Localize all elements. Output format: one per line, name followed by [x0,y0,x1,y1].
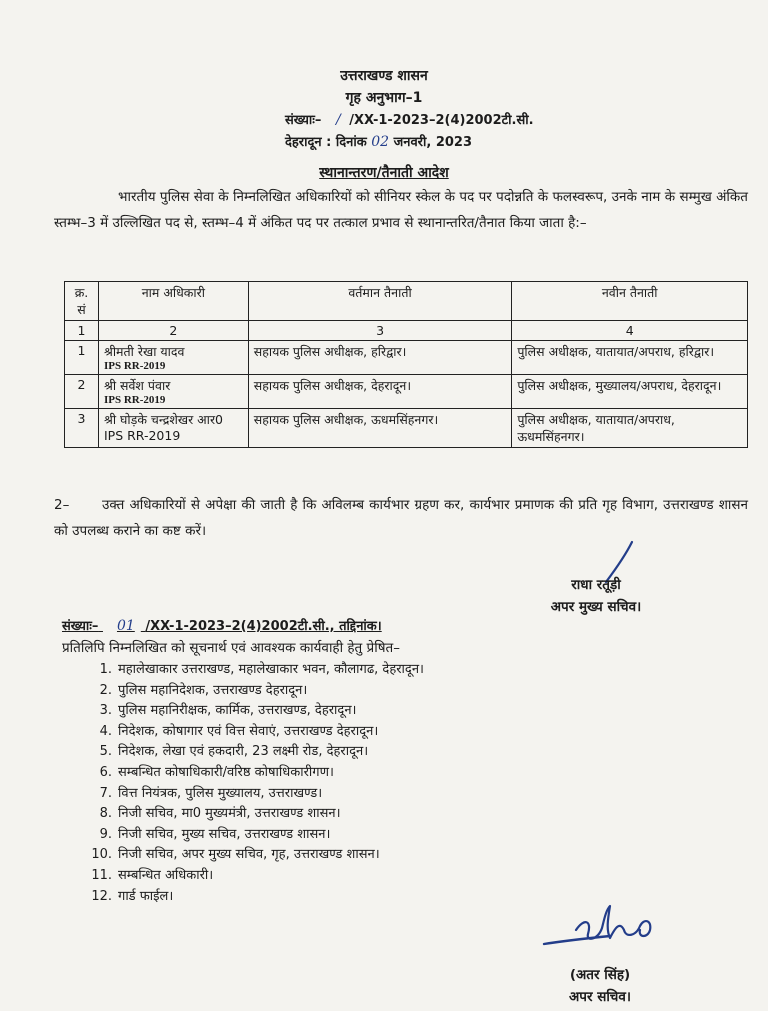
row-sn: 2 [65,375,99,409]
officer-name-cell [98,341,248,375]
intro-paragraph: भारतीय पुलिस सेवा के निम्नलिखित अधिकारियों को सीनियर स्केल के पद पर पदोन्नति के फलस्वरूप, उनके नाम के सम्मुख अंकित स्तम्भ–3 में उल्लिखित पद से, स्तम्भ–4 में अंकित पद पर तत्काल प्रभाव से स्थानान्तरित/तैनात किया जाता है:– [54,189,748,231]
instruction-paragraph [54,492,748,544]
date-suffix: जनवरी, 2023 [393,135,473,150]
list-item: 5. निदेशक, लेखा एवं हकदारी, 23 लक्ष्मी रोड, देहरादून। [99,744,369,760]
officer-name: श्रीमती रेखा यादव [103,344,185,359]
list-item: 9. निजी सचिव, मुख्य सचिव, उत्तराखण्ड शासन। [99,826,331,842]
table-header-row [65,282,748,321]
officer-name-cell [98,375,248,409]
order-subject: स्थानान्तरण/तैनाती आदेश [319,165,449,181]
row-sn: 1 [65,341,99,375]
copy-ref-prefix: संख्याः– [62,619,99,634]
column-number-row [65,321,748,341]
copy-intro: प्रतिलिपि निम्नलिखित को सूचनार्थ एवं आवश्यक कार्यवाही हेतु प्रेषित– [62,640,400,656]
officer-service: IPS RR-2019 [103,394,166,406]
new-posting: पुलिस अधीक्षक, यातायात/अपराध, हरिद्वार। [512,341,748,375]
signatory-block [540,965,660,1005]
copy-ref-suffix: /XX-1-2023–2(4)2002टी.सी., तद्दिनांक। [145,619,382,634]
signatory-name: (अतर सिंह) [569,967,631,983]
list-item: 11. सम्बन्धित अधिकारी। [91,867,214,883]
ref-suffix: /XX-1-2023–2(4)2002टी.सी. [349,113,534,128]
list-item: 10. निजी सचिव, अपर मुख्य सचिव, गृह, उत्तराखण्ड शासन। [91,847,380,863]
col-header-current-posting: वर्तमान तैनाती [248,282,512,321]
list-item: 3. पुलिस महानिरीक्षक, कार्मिक, उत्तराखण्ड, देहरादून। [99,703,357,719]
list-item: 7. वित्त नियंत्रक, पुलिस मुख्यालय, उत्तराखण्ड। [99,785,323,801]
row-sn: 3 [65,409,99,448]
order-reference [285,110,534,128]
department-name: गृह अनुभाग–1 [345,90,423,106]
col-number: 3 [248,321,512,341]
list-item: 8. निजी सचिव, मा0 मुख्यमंत्री, उत्तराखण्ड शासन। [99,806,341,822]
signatory-name: राधा रतूड़ी [571,577,621,593]
copy-ref-handwritten-number: 01 [116,618,135,634]
list-item: 6. सम्बन्धित कोषाधिकारी/वरिष्ठ कोषाधिकारीगण। [99,764,334,780]
current-posting: सहायक पुलिस अधीक्षक, देहरादून। [248,375,512,409]
ref-handwritten-number: / [335,112,341,128]
current-posting: सहायक पुलिस अधीक्षक, हरिद्वार। [248,341,512,375]
officer-name-cell [98,409,248,448]
current-posting: सहायक पुलिस अधीक्षक, ऊधमसिंहनगर। [248,409,512,448]
para-text: उक्त अधिकारियों से अपेक्षा की जाती है कि अविलम्ब कार्यभार ग्रहण कर, कार्यभार प्रमाणक की प्रति गृह विभाग, उत्तराखण्ड शासन को उपलब्ध कराने का कष्ट करें। [54,497,748,539]
new-posting: पुलिस अधीक्षक, मुख्यालय/अपराध, देहरादून। [512,375,748,409]
handwritten-signature-icon [540,900,670,960]
ref-prefix: संख्याः– [285,113,322,128]
col-header-name: नाम अधिकारी [98,282,248,321]
order-date [285,132,472,150]
list-item: 12. गार्ड फाईल। [91,888,174,904]
col-number: 4 [512,321,748,341]
signatory-designation: अपर मुख्य सचिव। [550,599,642,615]
signatory-designation: अपर सचिव। [568,989,632,1005]
copy-recipient-list [88,660,424,907]
new-posting: पुलिस अधीक्षक, यातायात/अपराध, ऊधमसिंहनगर। [512,409,748,448]
transfer-table [64,281,748,448]
table-row [65,409,748,448]
officer-service: IPS RR-2019 [103,360,166,372]
date-prefix: देहरादून : दिनांक [285,135,367,150]
col-number: 2 [98,321,248,341]
list-item: 4. निदेशक, कोषागार एवं वित्त सेवाएं, उत्तराखण्ड देहरादून। [99,723,379,739]
copy-reference [62,616,382,634]
org-name: उत्तराखण्ड शासन [340,68,428,84]
signatory-block [536,575,656,615]
table-row [65,375,748,409]
officer-name: श्री सर्वेश पंवार [103,378,171,393]
list-item: 1. महालेखाकार उत्तराखण्ड, महालेखाकार भवन, कौलागढ, देहरादून। [99,662,424,677]
col-header-sn: क्र. सं [65,282,99,321]
table-row [65,341,748,375]
date-handwritten-day: 02 [371,134,390,150]
list-item: 2. पुलिस महानिदेशक, उत्तराखण्ड देहरादून। [99,682,308,698]
col-number: 1 [65,321,99,341]
para-number: 2– [54,497,70,513]
officer-name: श्री घोड़के चन्द्रशेखर आर0 IPS RR-2019 [103,412,224,443]
col-header-new-posting: नवीन तैनाती [512,282,748,321]
